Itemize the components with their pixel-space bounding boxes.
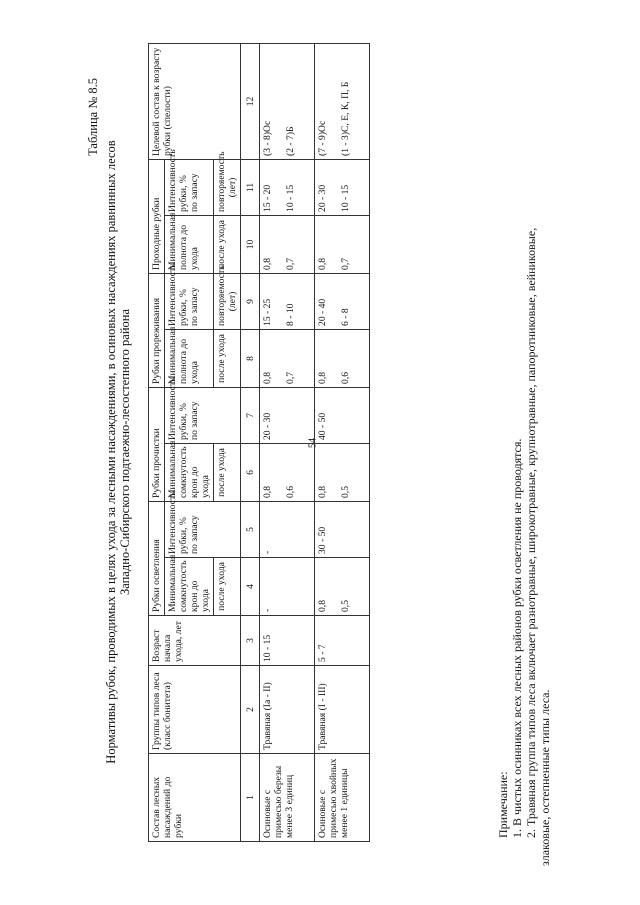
row-target: (3 - 8)Ос (2 - 7)Б xyxy=(260,43,315,159)
header-forest-group: Группы типов леса (класс бонитета) xyxy=(149,666,241,754)
header-prorezhivanie: Рубки прореживания xyxy=(149,273,165,387)
notes-heading: Примечание: xyxy=(496,771,510,838)
col-number: 1 xyxy=(241,754,260,842)
header-prohod-min: Минимальная полнота до ухода xyxy=(165,215,214,273)
table-title xyxy=(104,72,132,832)
row-prorezh-min: 0,8 0,6 xyxy=(315,329,370,387)
header-proch-after: после ухода xyxy=(214,443,241,501)
table-row xyxy=(260,43,315,841)
header-prohod-int: Интенсивность рубки, % по запасу xyxy=(165,159,214,215)
row-prohod-min: 0,8 0,7 xyxy=(315,215,370,273)
table-row xyxy=(315,43,370,841)
row-age: 10 - 15 xyxy=(260,616,315,666)
rotated-page-content xyxy=(86,38,596,872)
note-2-line-2: злаковые, остепненные типы леса. xyxy=(538,689,552,866)
col-number: 5 xyxy=(241,501,260,557)
header-prorezh-repeat: повторяемость (лет) xyxy=(214,273,241,329)
notes xyxy=(496,66,552,866)
norms-table xyxy=(148,43,370,842)
title-line-1: Нормативы рубок, проводимых в целях ухода за лесными насаждениями, в осиновых насаждениях равнинных лесов xyxy=(104,140,118,764)
header-start-age: Возраст начала ухода, лет xyxy=(149,616,241,666)
header-prorezh-after: после ухода xyxy=(214,329,241,387)
row-group: Травяная (I - III) xyxy=(315,666,370,754)
page-number: 54 xyxy=(307,438,319,448)
row-group: Травяная (Iа - II) xyxy=(260,666,315,754)
row-proch-min: 0,8 0,6 xyxy=(260,443,315,501)
row-composition: Осиновые с примесью хвойных менее 1 единицы xyxy=(315,754,370,842)
table-label: Таблица № 8.5 xyxy=(86,78,100,156)
col-number: 11 xyxy=(241,159,260,215)
col-number: 10 xyxy=(241,215,260,273)
note-2-line-1: 2. Травяная группа типов леса включает разнотравные, широкотравные, крупнотравные, папоротниковые, вейниковые, xyxy=(524,227,538,838)
row-composition: Осиновые с примесью березы менее 3 единиц xyxy=(260,754,315,842)
header-proch-int: Интенсивность рубки, % по запасу xyxy=(165,387,241,443)
header-osv-int: Интенсивность рубки, % по запасу xyxy=(165,501,241,557)
col-number: 8 xyxy=(241,329,260,387)
row-prorezh-int: 20 - 40 6 - 8 xyxy=(315,273,370,329)
note-1: 1. В чистых осинниках всех лесных районов рубки осветления не проводятся. xyxy=(510,438,524,838)
header-prohod-repeat: повторяемость (лет) xyxy=(214,159,241,215)
header-prorezh-int: Интенсивность рубки, % по запасу xyxy=(165,273,214,329)
col-number: 7 xyxy=(241,387,260,443)
col-number: 9 xyxy=(241,273,260,329)
row-target: (7 - 9)Ос (1 - 3)С, Е, К, П, Б xyxy=(315,43,370,159)
header-osv-min: Минимальная сомкнутость крон до ухода xyxy=(165,558,214,616)
header-osvetlenie: Рубки осветления xyxy=(149,501,165,615)
header-prohodnye: Проходные рубки xyxy=(149,159,165,273)
row-prohod-min: 0,8 0,7 xyxy=(260,215,315,273)
col-number: 6 xyxy=(241,443,260,501)
header-prorezh-min: Минимальная полнота до ухода xyxy=(165,329,214,387)
row-prohod-int: 15 - 20 10 - 15 xyxy=(260,159,315,215)
header-target-composition: Целевой состав к возрасту рубки (спелости) xyxy=(149,43,241,159)
header-proch-min: Минимальная сомкнутость крон до ухода xyxy=(165,443,214,501)
col-number: 2 xyxy=(241,666,260,754)
title-line-2: Западно-Сибирского подтаежно-лесостепного района xyxy=(118,308,132,596)
row-prorezh-int: 15 - 25 8 - 10 xyxy=(260,273,315,329)
header-composition: Состав лесных насаждений до рубки xyxy=(149,754,241,842)
header-prohod-after: после ухода xyxy=(214,215,241,273)
header-row-1 xyxy=(149,43,165,841)
col-number: 3 xyxy=(241,616,260,666)
col-number: 12 xyxy=(241,43,260,159)
row-prohod-int: 20 - 30 10 - 15 xyxy=(315,159,370,215)
header-prochistka: Рубки прочистки xyxy=(149,387,165,501)
row-osv-int: 30 - 50 xyxy=(315,501,370,557)
col-number: 4 xyxy=(241,558,260,616)
row-osv-min: 0,8 0,5 xyxy=(315,558,370,616)
header-osv-after: после ухода xyxy=(214,558,241,616)
row-proch-int: 40 - 50 xyxy=(315,387,370,443)
row-proch-int: 20 - 30 xyxy=(260,387,315,443)
row-age: 5 - 7 xyxy=(315,616,370,666)
row-osv-min: - xyxy=(260,558,315,616)
row-prorezh-min: 0,8 0,7 xyxy=(260,329,315,387)
column-number-row xyxy=(241,43,260,841)
row-proch-min: 0,8 0,5 xyxy=(315,443,370,501)
row-osv-int: - xyxy=(260,501,315,557)
